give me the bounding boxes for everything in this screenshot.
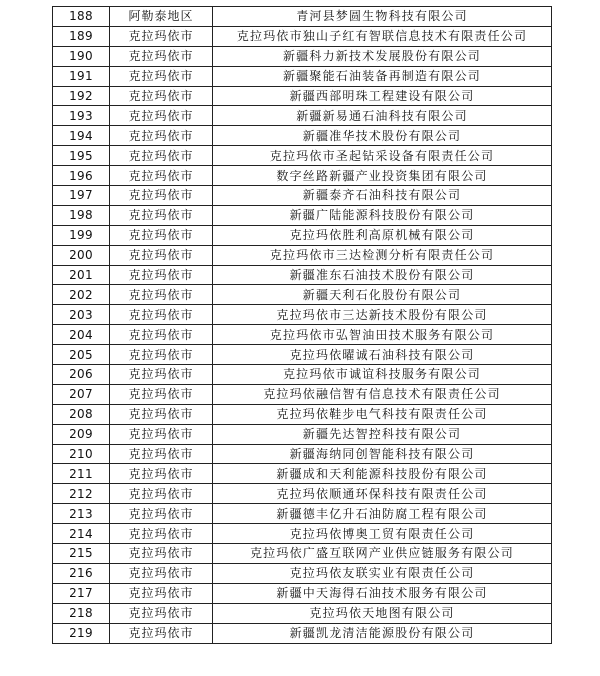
table-row: [53, 245, 552, 265]
table-body: [53, 7, 552, 644]
row-number-cell: 213: [53, 504, 110, 524]
company-name-cell: 新疆凯龙清洁能源股份有限公司: [213, 623, 552, 643]
region-cell: 克拉玛依市: [110, 166, 213, 186]
company-name-cell: 新疆中天海得石油技术服务有限公司: [213, 583, 552, 603]
table-row: [53, 26, 552, 46]
region-cell: 克拉玛依市: [110, 504, 213, 524]
table-row: [53, 186, 552, 206]
region-cell: 克拉玛依市: [110, 126, 213, 146]
company-name-cell: 新疆西部明珠工程建设有限公司: [213, 86, 552, 106]
table-row: [53, 7, 552, 27]
row-number-cell: 218: [53, 603, 110, 623]
row-number-cell: 214: [53, 524, 110, 544]
company-name-cell: 克拉玛依市弘智油田技术服务有限公司: [213, 325, 552, 345]
region-cell: 克拉玛依市: [110, 305, 213, 325]
row-number-cell: 200: [53, 245, 110, 265]
table-row: [53, 544, 552, 564]
company-name-cell: 新疆成和天利能源科技股份有限公司: [213, 464, 552, 484]
table-row: [53, 444, 552, 464]
region-cell: 克拉玛依市: [110, 424, 213, 444]
table-row: [53, 504, 552, 524]
region-cell: 克拉玛依市: [110, 384, 213, 404]
company-name-cell: 新疆德丰亿升石油防腐工程有限公司: [213, 504, 552, 524]
region-cell: 克拉玛依市: [110, 365, 213, 385]
table-row: [53, 384, 552, 404]
row-number-cell: 195: [53, 146, 110, 166]
table-row: [53, 524, 552, 544]
region-cell: 克拉玛依市: [110, 205, 213, 225]
row-number-cell: 188: [53, 7, 110, 27]
region-cell: 克拉玛依市: [110, 225, 213, 245]
company-name-cell: 新疆聚能石油装备再制造有限公司: [213, 66, 552, 86]
table-row: [53, 404, 552, 424]
region-cell: 克拉玛依市: [110, 345, 213, 365]
region-cell: 克拉玛依市: [110, 563, 213, 583]
table-row: [53, 484, 552, 504]
company-name-cell: 新疆科力新技术发展股份有限公司: [213, 46, 552, 66]
table-row: [53, 205, 552, 225]
table-row: [53, 285, 552, 305]
row-number-cell: 208: [53, 404, 110, 424]
region-cell: 克拉玛依市: [110, 603, 213, 623]
company-name-cell: 新疆准东石油技术股份有限公司: [213, 265, 552, 285]
region-cell: 克拉玛依市: [110, 46, 213, 66]
company-name-cell: 克拉玛依市诚谊科技服务有限公司: [213, 365, 552, 385]
region-cell: 克拉玛依市: [110, 404, 213, 424]
row-number-cell: 207: [53, 384, 110, 404]
row-number-cell: 209: [53, 424, 110, 444]
row-number-cell: 199: [53, 225, 110, 245]
row-number-cell: 203: [53, 305, 110, 325]
company-list-table: [52, 6, 552, 644]
row-number-cell: 198: [53, 205, 110, 225]
row-number-cell: 202: [53, 285, 110, 305]
table-row: [53, 325, 552, 345]
row-number-cell: 215: [53, 544, 110, 564]
table-row: [53, 365, 552, 385]
row-number-cell: 193: [53, 106, 110, 126]
table-row: [53, 126, 552, 146]
table-row: [53, 305, 552, 325]
company-name-cell: 新疆泰齐石油科技有限公司: [213, 186, 552, 206]
row-number-cell: 219: [53, 623, 110, 643]
table-row: [53, 225, 552, 245]
company-name-cell: 克拉玛依天地图有限公司: [213, 603, 552, 623]
region-cell: 克拉玛依市: [110, 325, 213, 345]
company-name-cell: 克拉玛依顺通环保科技有限责任公司: [213, 484, 552, 504]
table-row: [53, 563, 552, 583]
region-cell: 克拉玛依市: [110, 623, 213, 643]
row-number-cell: 212: [53, 484, 110, 504]
region-cell: 阿勒泰地区: [110, 7, 213, 27]
table-row: [53, 583, 552, 603]
row-number-cell: 211: [53, 464, 110, 484]
company-name-cell: 克拉玛依广盛互联网产业供应链服务有限公司: [213, 544, 552, 564]
row-number-cell: 197: [53, 186, 110, 206]
region-cell: 克拉玛依市: [110, 444, 213, 464]
company-name-cell: 克拉玛依市三达检测分析有限责任公司: [213, 245, 552, 265]
company-name-cell: 克拉玛依市圣起钻采设备有限责任公司: [213, 146, 552, 166]
table-row: [53, 345, 552, 365]
region-cell: 克拉玛依市: [110, 524, 213, 544]
table-row: [53, 464, 552, 484]
company-name-cell: 克拉玛依市三达新技术股份有限公司: [213, 305, 552, 325]
company-name-cell: 克拉玛依曜诚石油科技有限公司: [213, 345, 552, 365]
row-number-cell: 206: [53, 365, 110, 385]
region-cell: 克拉玛依市: [110, 146, 213, 166]
region-cell: 克拉玛依市: [110, 484, 213, 504]
region-cell: 克拉玛依市: [110, 66, 213, 86]
table-row: [53, 66, 552, 86]
table-row: [53, 623, 552, 643]
row-number-cell: 205: [53, 345, 110, 365]
region-cell: 克拉玛依市: [110, 583, 213, 603]
region-cell: 克拉玛依市: [110, 26, 213, 46]
table-row: [53, 424, 552, 444]
company-name-cell: 新疆天利石化股份有限公司: [213, 285, 552, 305]
region-cell: 克拉玛依市: [110, 106, 213, 126]
company-name-cell: 克拉玛依鞋步电气科技有限责任公司: [213, 404, 552, 424]
company-name-cell: 克拉玛依胜利高原机械有限公司: [213, 225, 552, 245]
region-cell: 克拉玛依市: [110, 245, 213, 265]
region-cell: 克拉玛依市: [110, 86, 213, 106]
row-number-cell: 194: [53, 126, 110, 146]
company-name-cell: 新疆准华技术股份有限公司: [213, 126, 552, 146]
row-number-cell: 216: [53, 563, 110, 583]
company-name-cell: 数字丝路新疆产业投资集团有限公司: [213, 166, 552, 186]
row-number-cell: 189: [53, 26, 110, 46]
row-number-cell: 210: [53, 444, 110, 464]
region-cell: 克拉玛依市: [110, 265, 213, 285]
row-number-cell: 190: [53, 46, 110, 66]
company-name-cell: 克拉玛依市独山子红有智联信息技术有限责任公司: [213, 26, 552, 46]
row-number-cell: 217: [53, 583, 110, 603]
company-name-cell: 克拉玛依友联实业有限责任公司: [213, 563, 552, 583]
row-number-cell: 191: [53, 66, 110, 86]
company-name-cell: 新疆广陆能源科技股份有限公司: [213, 205, 552, 225]
table-row: [53, 265, 552, 285]
company-name-cell: 新疆海纳同创智能科技有限公司: [213, 444, 552, 464]
table-row: [53, 46, 552, 66]
company-name-cell: 青河县梦圆生物科技有限公司: [213, 7, 552, 27]
table-row: [53, 603, 552, 623]
region-cell: 克拉玛依市: [110, 285, 213, 305]
region-cell: 克拉玛依市: [110, 544, 213, 564]
table-row: [53, 106, 552, 126]
region-cell: 克拉玛依市: [110, 186, 213, 206]
company-name-cell: 新疆新易通石油科技有限公司: [213, 106, 552, 126]
row-number-cell: 192: [53, 86, 110, 106]
table-row: [53, 146, 552, 166]
row-number-cell: 201: [53, 265, 110, 285]
table-row: [53, 166, 552, 186]
row-number-cell: 196: [53, 166, 110, 186]
company-name-cell: 克拉玛依融信智有信息技术有限责任公司: [213, 384, 552, 404]
table-row: [53, 86, 552, 106]
region-cell: 克拉玛依市: [110, 464, 213, 484]
company-name-cell: 新疆先达智控科技有限公司: [213, 424, 552, 444]
row-number-cell: 204: [53, 325, 110, 345]
company-name-cell: 克拉玛依博奥工贸有限责任公司: [213, 524, 552, 544]
